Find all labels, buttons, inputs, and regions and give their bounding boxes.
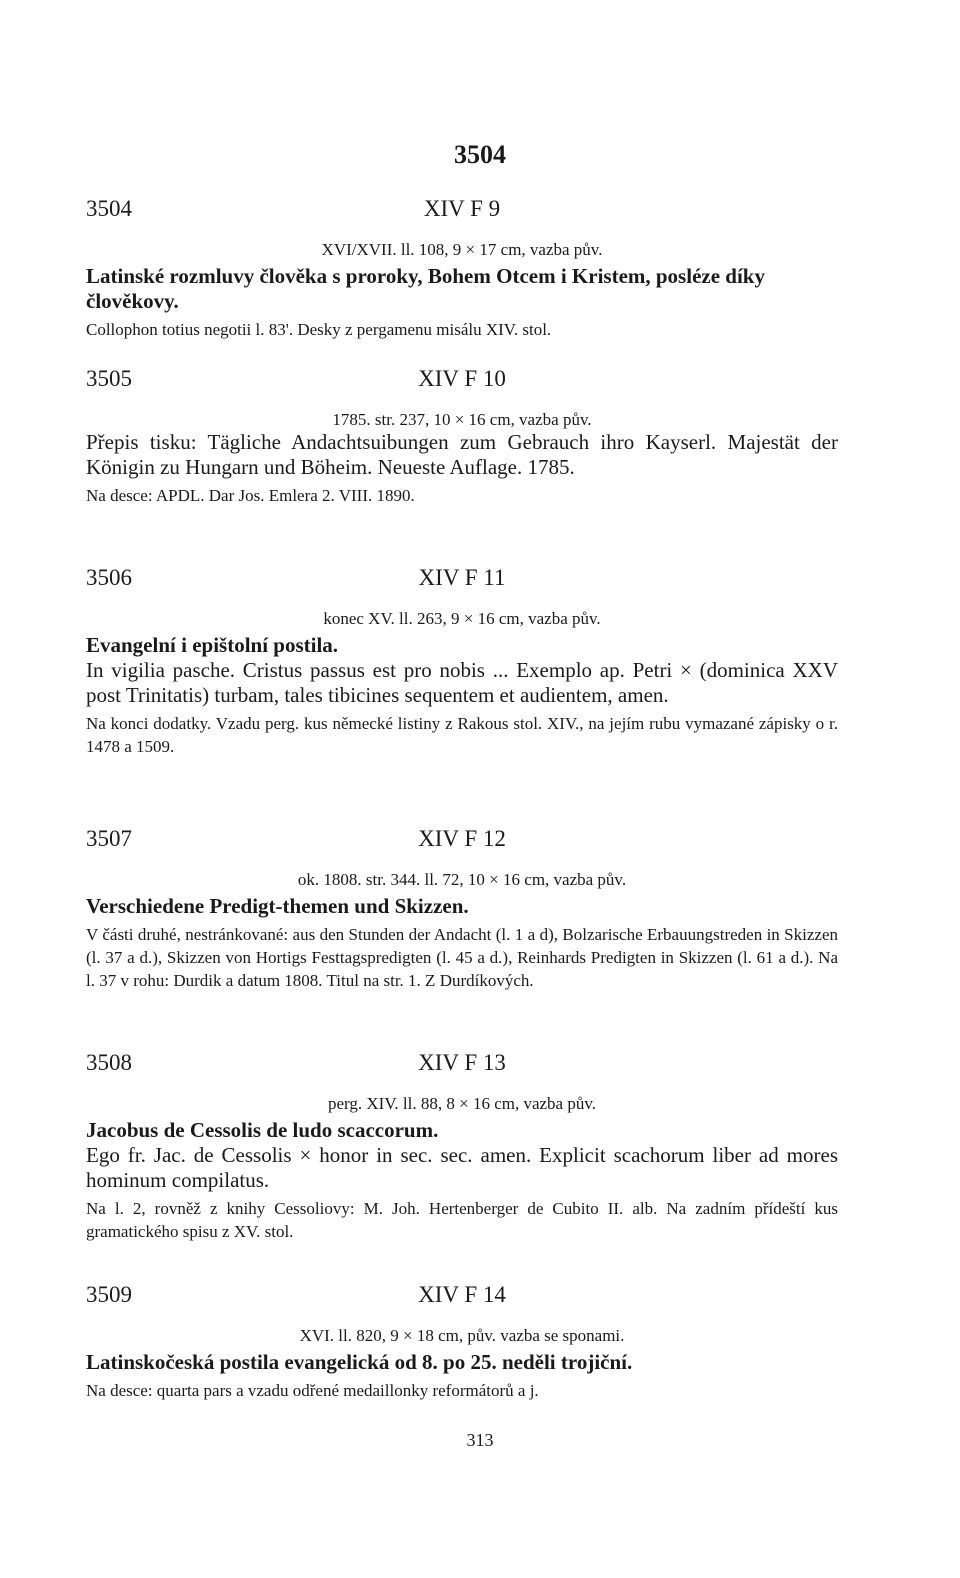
entry-heading — [86, 1282, 838, 1316]
catalog-entry-3507 — [86, 826, 838, 992]
entry-text: Ego fr. Jac. de Cessolis × honor in sec. sec. amen. Explicit scachorum liber ad mores hominum compilatus. — [86, 1143, 838, 1192]
entry-note: Na l. 2, rovněž z knihy Cessoliovy: M. Joh. Hertenberger de Cubito II. alb. Na zadním přídeští kus gramatického spisu z XV. stol. — [86, 1199, 838, 1241]
entry-note: Collophon totius negotii l. 83'. Desky z pergamenu misálu XIV. stol. — [86, 320, 552, 339]
entry-heading — [86, 366, 838, 400]
entry-number: 3509 — [86, 1282, 132, 1307]
entry-signature: XIV F 13 — [418, 1050, 506, 1075]
entry-heading — [86, 565, 838, 599]
entry-heading — [86, 1050, 838, 1084]
catalog-entry-3505 — [86, 366, 838, 507]
entry-title: Evangelní i epištolní postila. — [86, 633, 339, 657]
entry-note: Na desce: quarta pars a vzadu odřené medaillonky reformátorů a j. — [86, 1381, 539, 1400]
entry-text: Přepis tisku: Tägliche Andachtsuibungen zum Gebrauch ihro Kayserl. Majestät der Königin zu Hungarn und Böheim. Neueste Auflage. 1785. — [86, 430, 838, 479]
entry-note: Na konci dodatky. Vzadu perg. kus německé listiny z Rakous stol. XIV., na jejím rubu vymazané zápisky o r. 1478 a 1509. — [86, 714, 838, 756]
entry-number: 3507 — [86, 826, 132, 851]
entry-signature: XIV F 9 — [423, 196, 501, 221]
entry-title: Jacobus de Cessolis de ludo scaccorum. — [86, 1118, 439, 1142]
entry-heading — [86, 196, 838, 230]
entry-heading — [86, 826, 838, 860]
entry-signature: XIV F 14 — [418, 1282, 506, 1307]
entry-signature: XIV F 12 — [418, 826, 506, 851]
entry-title: Latinské rozmluvy člověka s proroky, Bohem Otcem i Kristem, posléze díky člověkovy. — [86, 264, 765, 313]
catalog-entry-3504 — [86, 196, 838, 341]
catalog-entry-3506 — [86, 565, 838, 758]
entry-meta: konec XV. ll. 263, 9 × 16 cm, vazba pův. — [323, 609, 601, 628]
entry-title: Latinskočeská postila evangelická od 8. po 25. neděli trojiční. — [86, 1350, 633, 1374]
entry-meta: 1785. str. 237, 10 × 16 cm, vazba pův. — [332, 410, 592, 429]
entry-number: 3508 — [86, 1050, 132, 1075]
entry-signature: XIV F 11 — [418, 565, 506, 590]
entry-meta: perg. XIV. ll. 88, 8 × 16 cm, vazba pův. — [327, 1094, 596, 1113]
entry-meta: XVI. ll. 820, 9 × 18 cm, pův. vazba se sponami. — [299, 1326, 625, 1345]
entry-meta: XVI/XVII. ll. 108, 9 × 17 cm, vazba pův. — [321, 240, 603, 259]
entry-signature: XIV F 10 — [418, 366, 506, 391]
entry-note: V části druhé, nestránkované: aus den Stunden der Andacht (l. 1 a d), Bolzarische Erbauungstreden in Skizzen (l. 37 a d.), Skizzen von Hortigs Festtagspredigten (l. 45 a d.), Reinhards Predigten in Skizzen (l. 61 a d.). Na l. 37 v rohu: Durdik a datum 1808. Titul na str. 1. Z Durdíkových. — [86, 925, 838, 990]
entry-number: 3504 — [86, 196, 132, 221]
entry-text: In vigilia pasche. Cristus passus est pro nobis ... Exemplo ap. Petri × (dominica XXV post Trinitatis) turbam, tales tibicines sequentem et audientem, amen. — [86, 658, 838, 707]
catalog-entry-3509 — [86, 1282, 838, 1402]
entry-number: 3506 — [86, 565, 132, 590]
entry-number: 3505 — [86, 366, 132, 391]
entry-title: Verschiedene Predigt-themen und Skizzen. — [86, 894, 469, 918]
entry-note: Na desce: APDL. Dar Jos. Emlera 2. VIII. 1890. — [86, 486, 415, 505]
page-header-number: 3504 — [454, 140, 506, 169]
entry-meta: ok. 1808. str. 344. ll. 72, 10 × 16 cm, vazba pův. — [297, 870, 627, 889]
page-number: 313 — [466, 1430, 494, 1450]
catalog-entry-3508 — [86, 1050, 838, 1243]
